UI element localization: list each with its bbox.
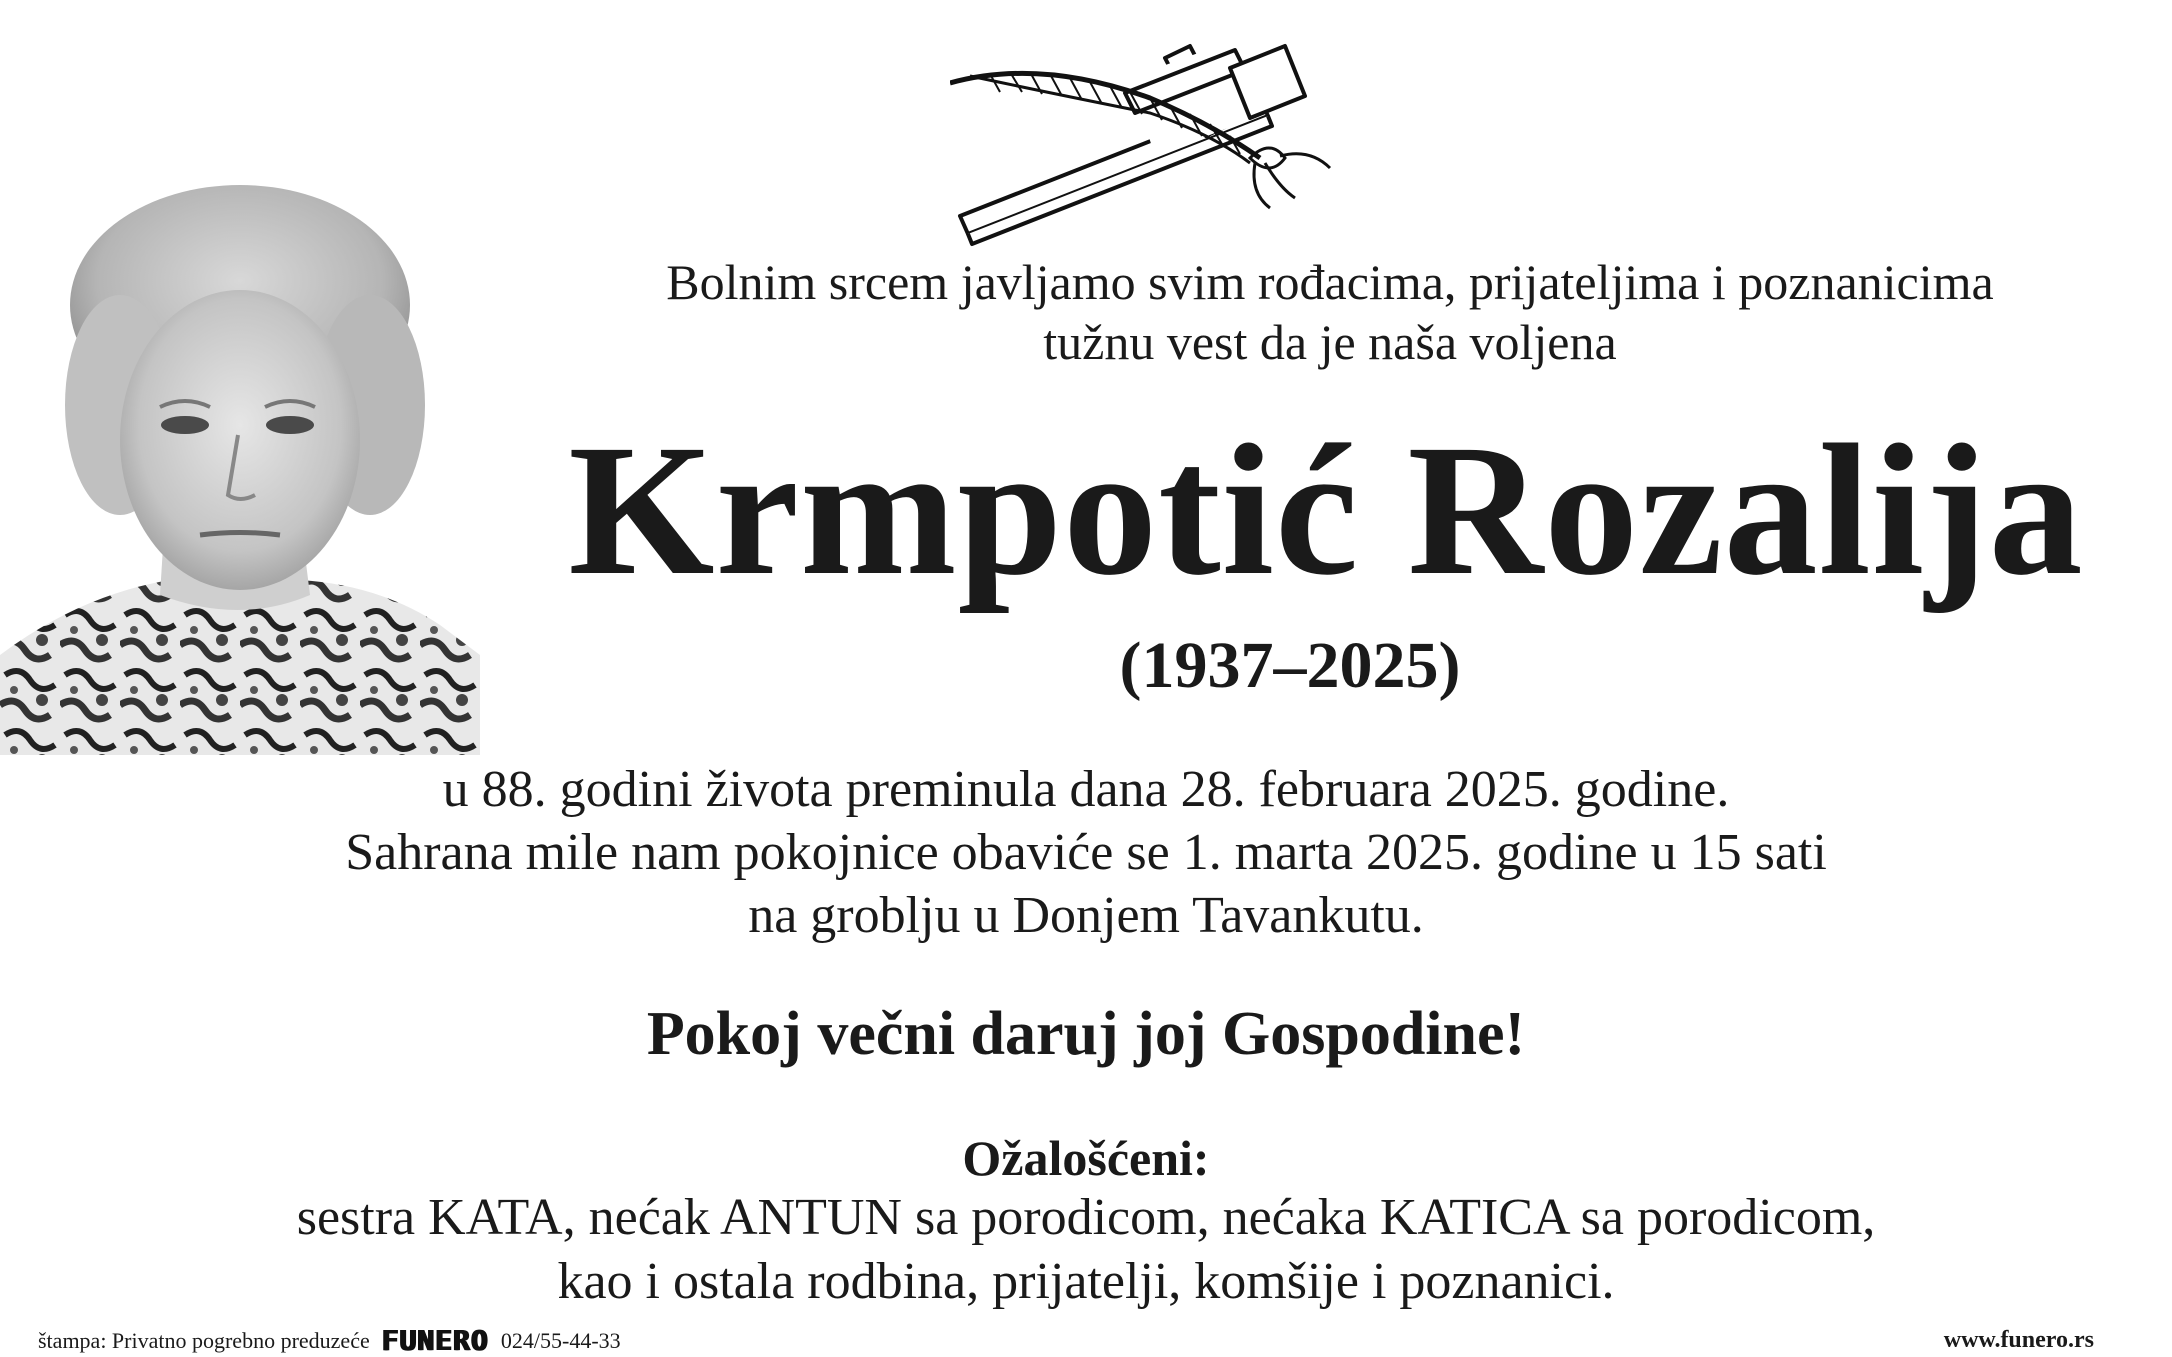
- intro-line-2: tužnu vest da je naša voljena: [1043, 314, 1617, 370]
- website-link[interactable]: www.funero.rs: [1943, 1327, 2094, 1353]
- body-line-3: na groblju u Donjem Tavankutu.: [748, 887, 1424, 944]
- cross-with-palm-icon: [950, 38, 1340, 248]
- mourners-title: Ožalošćeni:: [962, 1130, 1210, 1186]
- print-label: štampa: Privatno pogrebno preduzeće: [38, 1328, 370, 1353]
- mourners-list: [0, 1186, 2172, 1314]
- mourners-line-2: kao i ostala rodbina, prijatelji, komšije i poznanici.: [557, 1253, 1615, 1310]
- portrait-image: [0, 185, 480, 755]
- body-line-1: u 88. godini života preminula dana 28. februara 2025. godine.: [442, 761, 1730, 818]
- funero-logo: FUNERO: [381, 1324, 489, 1357]
- prayer-text: Pokoj večni daruj joj Gospodine!: [646, 1000, 1526, 1068]
- life-years: (1937–2025): [1119, 629, 1461, 702]
- deceased-name: Krmpotić Rozalija: [568, 405, 2084, 614]
- footer-print-info: [38, 1324, 621, 1357]
- cross-icon: [950, 38, 1340, 248]
- phone-number: 024/55-44-33: [500, 1328, 621, 1353]
- body-line-2: Sahrana mile nam pokojnice obaviće se 1. marta 2025. godine u 15 sati: [345, 824, 1827, 881]
- mourners-line-1: sestra KATA, nećak ANTUN sa porodicom, nećaka KATICA sa porodicom,: [296, 1189, 1876, 1246]
- portrait-photo: [0, 185, 480, 755]
- intro-text: [490, 252, 2170, 372]
- intro-line-1: Bolnim srcem javljamo svim rođacima, prijateljima i poznanicima: [666, 254, 1994, 310]
- announcement-body: [0, 758, 2172, 947]
